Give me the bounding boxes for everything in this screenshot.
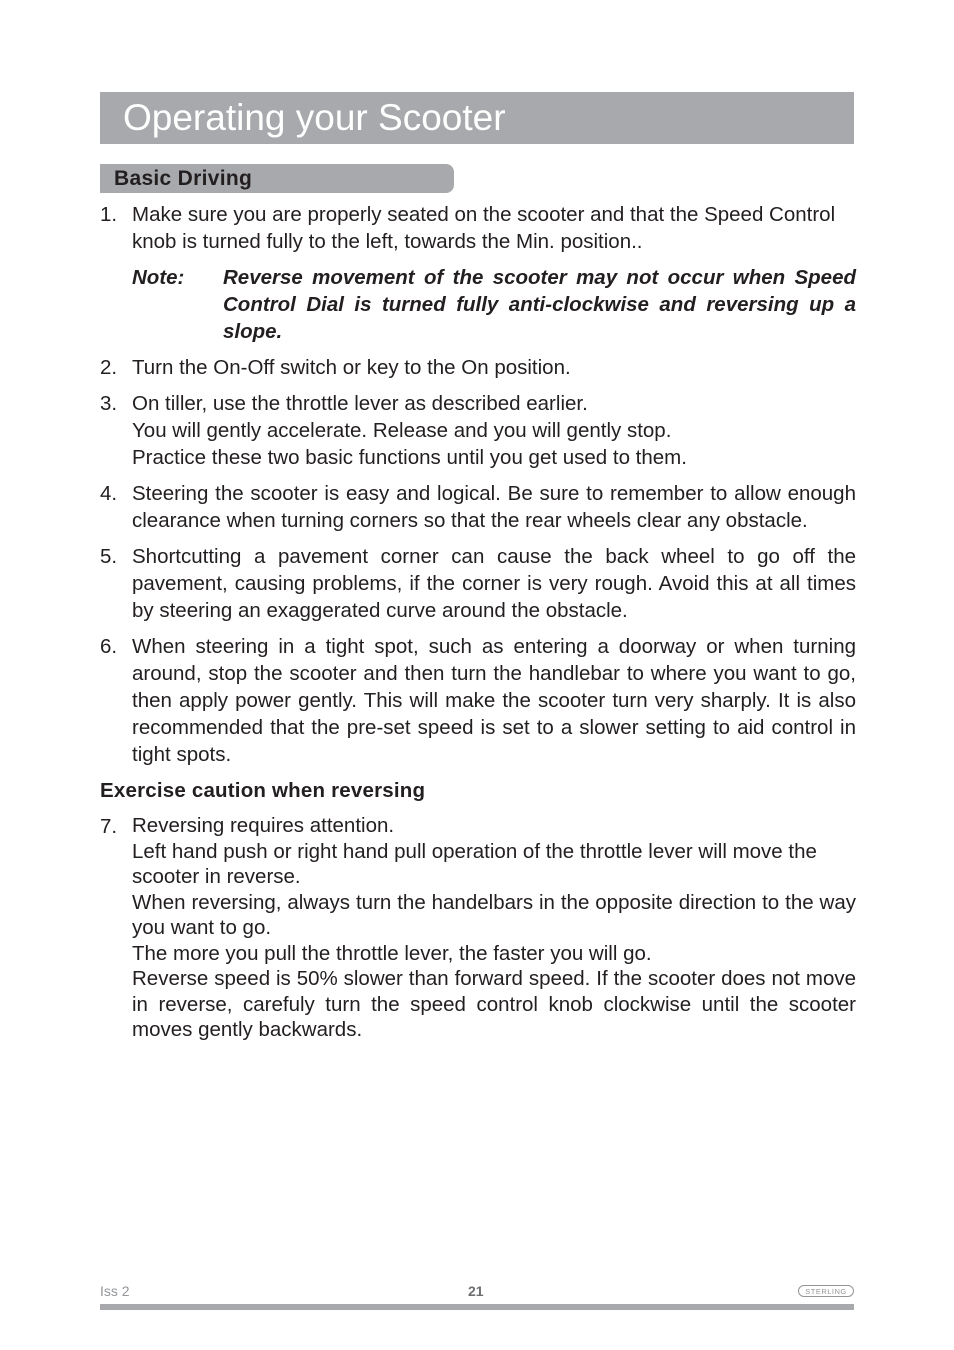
note-label: Note:	[132, 266, 185, 289]
list-item-text: Turn the On-Off switch or key to the On position.	[132, 356, 571, 379]
list-item-text: The more you pull the throttle lever, the faster you will go.	[132, 941, 652, 965]
list-item-text: On tiller, use the throttle lever as described earlier.	[132, 392, 588, 415]
section-heading: Basic Driving	[114, 167, 253, 190]
section-heading-pill	[100, 164, 454, 193]
page-number: 21	[468, 1283, 484, 1299]
list-item-number: 7.	[100, 815, 118, 838]
list-item-text: You will gently accelerate. Release and you will gently stop.	[132, 419, 672, 442]
list-item-number: 6.	[100, 635, 118, 658]
list-item-1	[100, 201, 856, 255]
list-item-number: 1.	[100, 203, 118, 226]
footer-divider	[100, 1304, 854, 1310]
page-title: Operating your Scooter	[123, 97, 506, 138]
brand-logo: STERLING	[798, 1285, 854, 1297]
list-item-2	[100, 354, 856, 381]
list-item-number: 5.	[100, 545, 118, 568]
note-block	[132, 264, 856, 345]
list-item-number: 4.	[100, 482, 118, 505]
list-item-text: Reverse speed is 50% slower than forward speed. If the scooter does not move in reverse, carefuly turn the speed control knob clockwise until the scooter moves gently backwards.	[132, 967, 856, 1041]
list-item-text: Reversing requires attention.	[132, 814, 395, 837]
list-item-text: When steering in a tight spot, such as entering a doorway or when turning around, stop the scooter and then turn the handlebar to where you want to go, then apply power gently. This will make the scooter turn very sharply. It is also recommended that the pre-set speed is set to a slower setting to aid control in tight spots.	[132, 635, 856, 766]
list-item-text: Practice these two basic functions until you get used to them.	[132, 446, 687, 469]
list-item-text: Left hand push or right hand pull operation of the throttle lever will move the scooter in reverse.	[132, 839, 817, 888]
list-item-number: 2.	[100, 356, 118, 379]
note-text: Reverse movement of the scooter may not occur when Speed Control Dial is turned fully anti-clockwise and reversing up a slope.	[223, 266, 856, 343]
list-item-text: When reversing, always turn the handelbars in the opposite direction to the way you want to go.	[132, 890, 856, 939]
list-item-text: Shortcutting a pavement corner can cause the back wheel to go off the pavement, causing problems, if the corner is very rough. Avoid this at all times by steering an exaggerated curve around the obstacle.	[132, 545, 856, 622]
list-item-7	[100, 813, 856, 1043]
list-item-text: Make sure you are properly seated on the scooter and that the Speed Control knob is turned fully to the left, towards the Min. position..	[132, 203, 836, 253]
list-item-3	[100, 390, 856, 471]
title-bar	[100, 92, 854, 144]
list-item-4	[100, 480, 856, 534]
list-item-text: Steering the scooter is easy and logical. Be sure to remember to allow enough clearance when turning corners so that the rear wheels clear any obstacle.	[132, 482, 856, 532]
list-item-6	[100, 633, 856, 768]
issue-number: Iss 2	[100, 1283, 130, 1299]
instructions-content	[100, 201, 856, 1052]
list-item-5	[100, 543, 856, 624]
list-item-number: 3.	[100, 392, 118, 415]
page-footer	[100, 1283, 854, 1303]
subheading-reversing: Exercise caution when reversing	[100, 779, 426, 802]
